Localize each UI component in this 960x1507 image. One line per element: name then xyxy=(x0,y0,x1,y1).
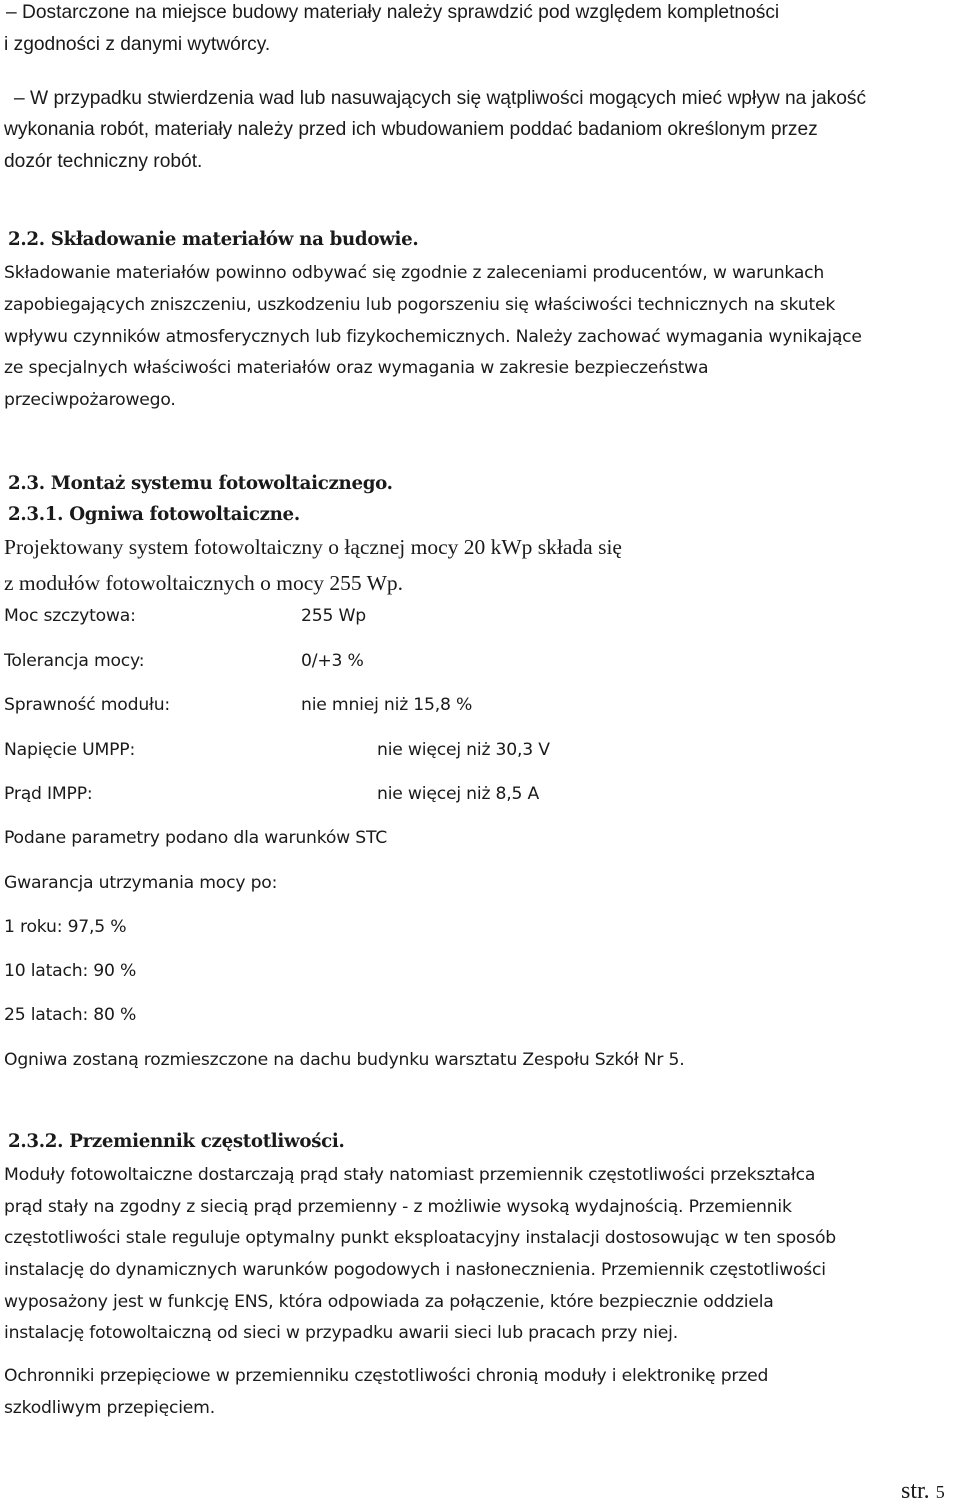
inverter-p1-line-1: Moduły fotowoltaiczne dostarczają prąd stały natomiast przemiennik częstotliwości przekształca xyxy=(4,1165,816,1185)
heading-2-3: 2.3. Montaż systemu fotowoltaicznego. xyxy=(8,473,393,494)
heading-2-3-2: 2.3.2. Przemiennik częstotliwości. xyxy=(8,1131,345,1152)
intro-line-2: i zgodności z danymi wytwórcy. xyxy=(4,34,271,55)
inverter-p1-line-6: instalację fotowoltaiczną od sieci w przypadku awarii sieci lub pracach przy niej. xyxy=(4,1323,678,1343)
heading-2-3-1: 2.3.1. Ogniwa fotowoltaiczne. xyxy=(8,504,300,525)
warranty-item: 10 latach: 90 % xyxy=(4,961,137,981)
inverter-p1-line-5: wyposażony jest w funkcję ENS, która odpowiada za połączenie, które bezpiecznie oddziela xyxy=(4,1292,774,1312)
inverter-p2-line-2: szkodliwym przepięciem. xyxy=(4,1398,215,1418)
s22-line-3: wpływu czynników atmosferycznych lub fizykochemicznych. Należy zachować wymagania wynikające xyxy=(4,327,862,347)
param-row xyxy=(4,606,136,626)
warranty-item: 25 latach: 80 % xyxy=(4,1005,137,1025)
s22-line-4: ze specjalnych właściwości materiałów oraz wymagania w zakresie bezpieczeństwa xyxy=(4,358,709,378)
inverter-p1-line-4: instalację do dynamicznych warunków pogodowych i nasłonecznienia. Przemiennik częstotliwości xyxy=(4,1260,826,1280)
intro-line-1: – Dostarczone na miejsce budowy materiały należy sprawdzić pod względem kompletności xyxy=(6,2,780,23)
param-label: Tolerancja mocy: xyxy=(4,651,145,671)
placement-note: Ogniwa zostaną rozmieszczone na dachu budynku warsztatu Zespołu Szkół Nr 5. xyxy=(4,1050,685,1070)
s22-line-1: Składowanie materiałów powinno odbywać się zgodnie z zaleceniami producentów, w warunkach xyxy=(4,263,825,283)
stc-note: Podane parametry podano dla warunków STC xyxy=(4,828,388,848)
intro-line-4: wykonania robót, materiały należy przed ich wbudowaniem poddać badaniom określonym przez xyxy=(4,119,818,140)
param-value: nie mniej niż 15,8 % xyxy=(301,695,473,715)
param-label: Napięcie UMPP: xyxy=(4,740,136,760)
pv-intro-line-2: z modułów fotowoltaicznych o mocy 255 Wp. xyxy=(4,571,404,595)
page-label: str. xyxy=(901,1478,930,1504)
heading-2-2: 2.2. Składowanie materiałów na budowie. xyxy=(8,229,419,250)
warranty-item: 1 roku: 97,5 % xyxy=(4,917,127,937)
inverter-p1-line-3: częstotliwości stale reguluje optymalny punkt eksploatacyjny instalacji dostosowując w ten sposób xyxy=(4,1228,837,1248)
page-number-value: 5 xyxy=(935,1482,945,1502)
inverter-p2-line-1: Ochronniki przepięciowe w przemienniku częstotliwości chronią moduły i elektronikę przed xyxy=(4,1366,769,1386)
param-value: nie więcej niż 8,5 A xyxy=(377,784,540,804)
inverter-p1-line-2: prąd stały na zgodny z siecią prąd przemienny - z możliwie wysoką wydajnością. Przemiennik xyxy=(4,1197,792,1217)
page-number xyxy=(901,1478,945,1505)
param-label: Sprawność modułu: xyxy=(4,695,170,715)
param-value: 0/+3 % xyxy=(301,651,364,671)
param-value: 255 Wp xyxy=(301,606,366,626)
pv-intro-line-1: Projektowany system fotowoltaiczny o łącznej mocy 20 kWp składa się xyxy=(4,535,622,559)
param-label: Prąd IMPP: xyxy=(4,784,93,804)
warranty-title: Gwarancja utrzymania mocy po: xyxy=(4,873,278,893)
param-label: Moc szczytowa: xyxy=(4,606,136,626)
intro-line-3: – W przypadku stwierdzenia wad lub nasuwających się wątpliwości mogących mieć wpływ na jakość xyxy=(14,88,867,109)
s22-line-2: zapobiegających zniszczeniu, uszkodzeniu lub pogorszeniu się właściwości technicznych na skutek xyxy=(4,295,836,315)
intro-line-5: dozór techniczny robót. xyxy=(4,151,203,172)
param-value: nie więcej niż 30,3 V xyxy=(377,740,550,760)
s22-line-5: przeciwpożarowego. xyxy=(4,390,176,410)
